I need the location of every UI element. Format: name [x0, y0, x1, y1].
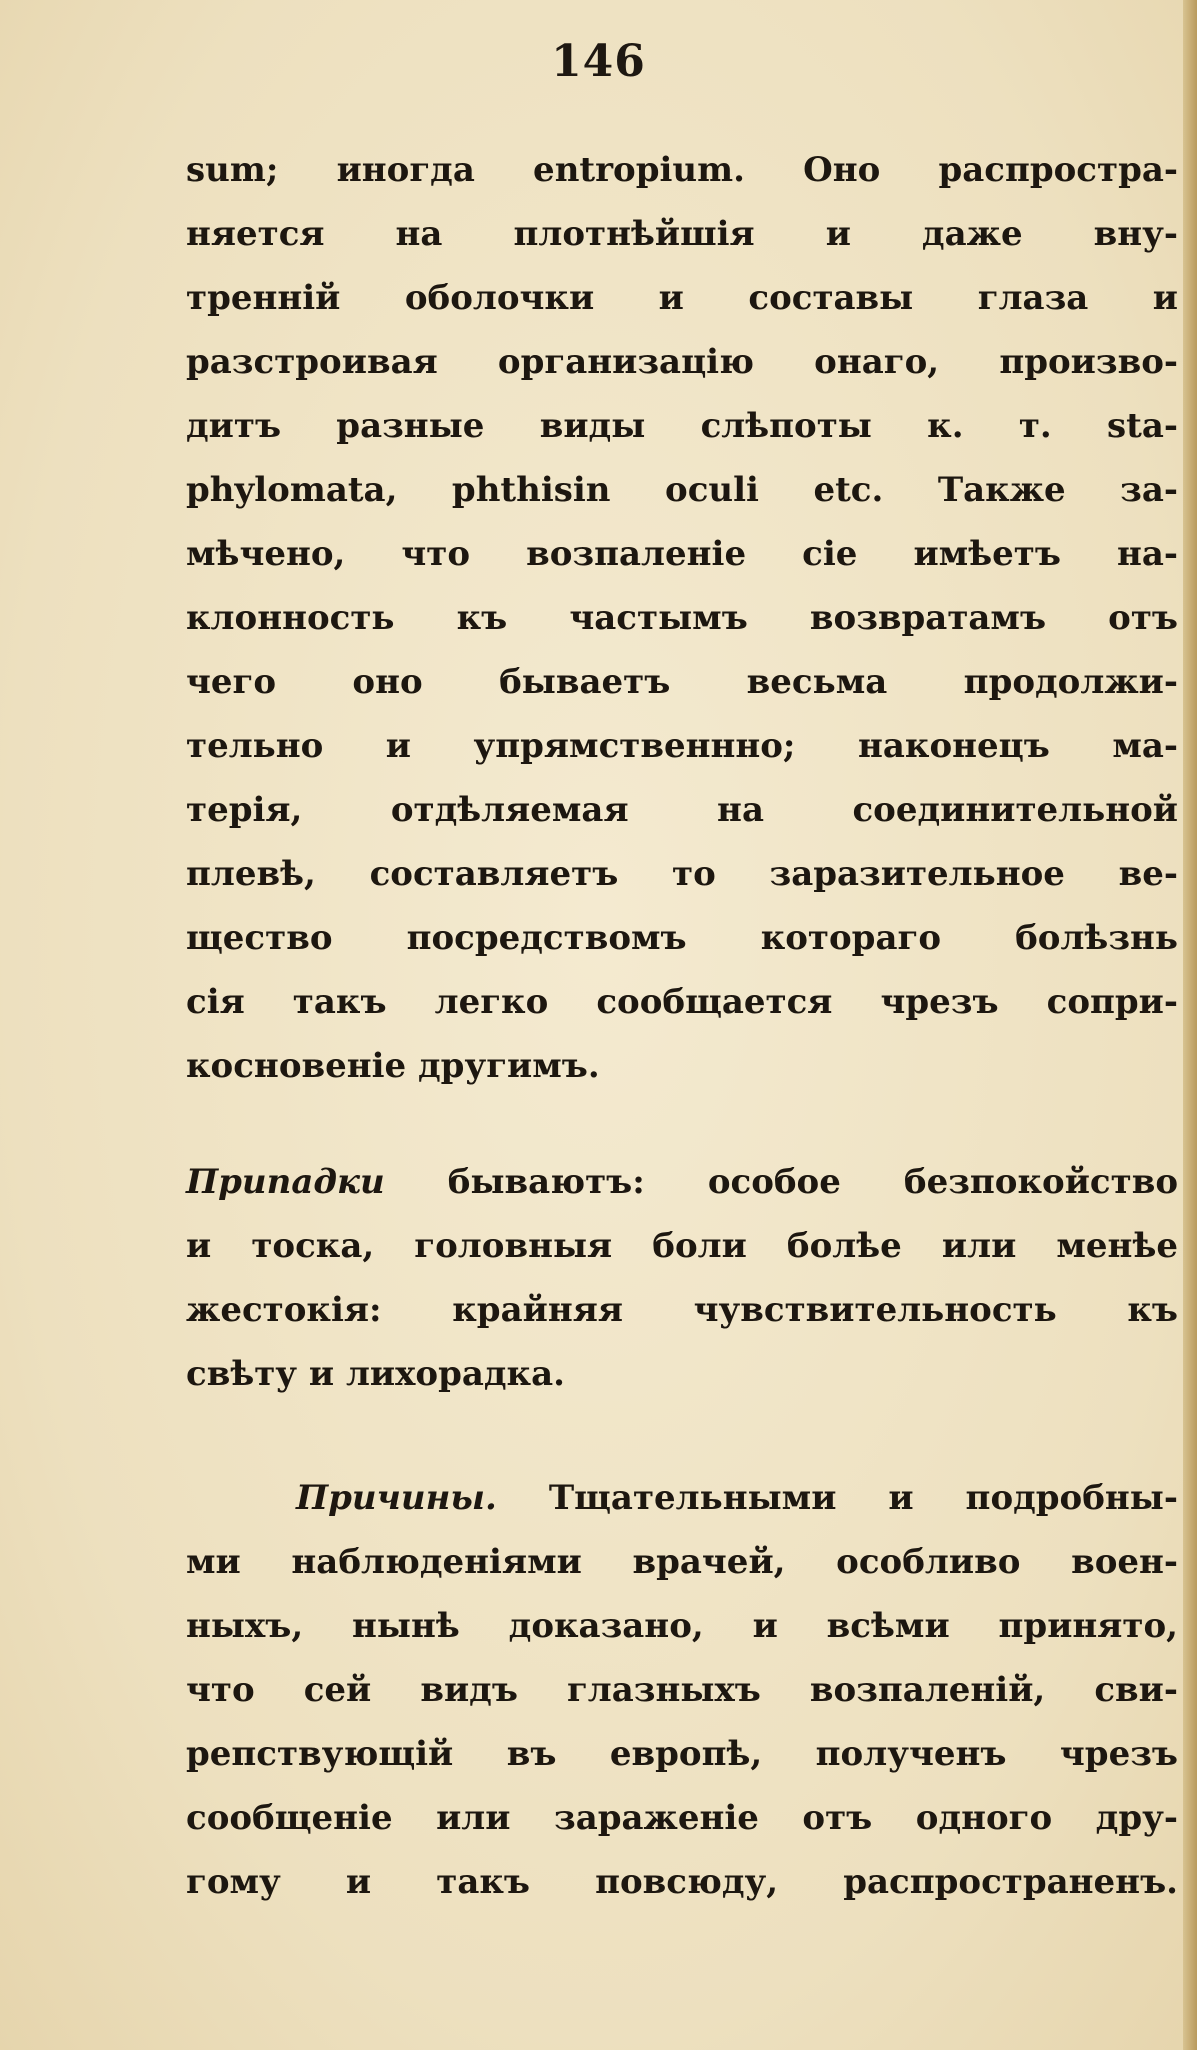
paragraph-gap [186, 1098, 1178, 1150]
section-lead: Причины. [296, 1478, 497, 1518]
text-line: тельно и упрямственнно; наконецъ ма- [186, 726, 1178, 766]
text-line: няется на плотнѣйшія и даже вну- [186, 214, 1178, 254]
text-line: мѣчено, что возпаленіе сіе имѣетъ на- [186, 534, 1178, 574]
text-line: терія, отдѣляемая на соединительной [186, 790, 1178, 830]
text-run: Тщательными и подробны- [496, 1478, 1178, 1518]
text-line: репствующій въ европѣ, полученъ чрезъ [186, 1734, 1178, 1774]
section-lead: Припадки [186, 1162, 385, 1202]
text-line: sum; иногда entropium. Оно распростра- [186, 150, 1178, 190]
page-number: 146 [551, 36, 646, 87]
text-line: phylomata, phthisin oculi etc. Также за- [186, 470, 1178, 510]
text-line: что сей видъ глазныхъ возпаленій, сви- [186, 1670, 1178, 1710]
text-line [186, 1150, 1178, 1214]
paragraph-3 [186, 1466, 1178, 1914]
paragraph-2 [186, 1150, 1178, 1406]
text-line: сія такъ легко сообщается чрезъ сопри- [186, 982, 1178, 1022]
text-line: и тоска, головныя боли болѣе или менѣе [186, 1226, 1178, 1266]
text-line: жестокія: крайняя чувствительность къ [186, 1290, 1178, 1330]
paragraph-gap [186, 1406, 1178, 1466]
text-line: тренній оболочки и составы глаза и [186, 278, 1178, 318]
text-line: плевѣ, составляетъ то заразительное ве- [186, 854, 1178, 894]
text-line: ныхъ, нынѣ доказано, и всѣми принято, [186, 1606, 1178, 1646]
text-line: ми наблюденіями врачей, особливо воен- [186, 1542, 1178, 1582]
text-line: разстроивая организацію онаго, произво- [186, 342, 1178, 382]
text-line: сообщеніе или зараженіе отъ одного дру- [186, 1798, 1178, 1838]
text-line: чего оно бываетъ весьма продолжи- [186, 662, 1178, 702]
text-line: щество посредствомъ котораго болѣзнь [186, 918, 1178, 958]
text-run: бываютъ: особое безпокойство [384, 1162, 1178, 1202]
text-line: дитъ разные виды слѣпоты к. т. sta- [186, 406, 1178, 446]
body-text [186, 138, 1178, 1914]
text-line: косновеніе другимъ. [186, 1046, 600, 1086]
page-edge [1183, 0, 1197, 2050]
text-line: клонность къ частымъ возвратамъ отъ [186, 598, 1178, 638]
text-line: свѣту и лихорадка. [186, 1354, 565, 1394]
paragraph-1 [186, 138, 1178, 1098]
text-line: гому и такъ повсюду, распространенъ. [186, 1862, 1178, 1902]
text-line [186, 1466, 1178, 1530]
